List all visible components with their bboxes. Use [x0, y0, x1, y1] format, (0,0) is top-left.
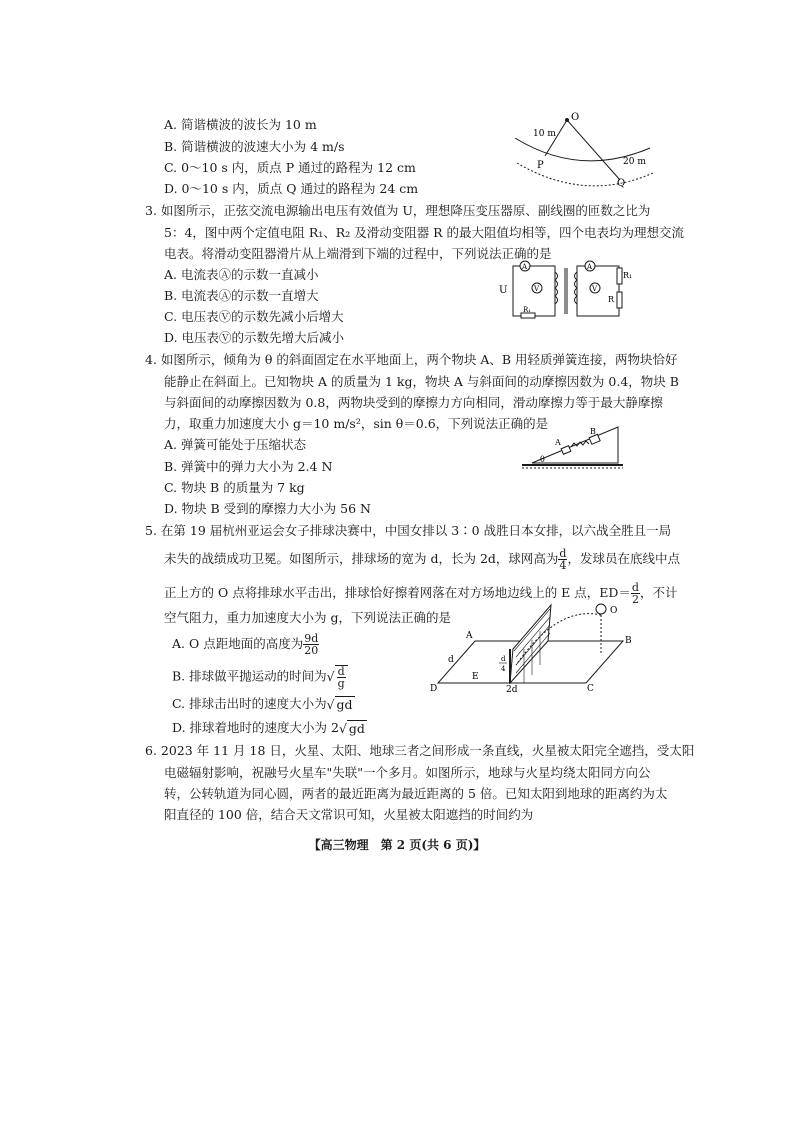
q5-option-d-text: D. 排球着地时的速度大小为 2: [172, 720, 339, 735]
q4-option-a: A. 弹簧可能处于压缩状态: [164, 437, 306, 452]
court-label-width: d: [448, 655, 454, 665]
q5-line-1: 5. 在第 19 届杭州亚运会女子排球决赛中，中国女排以 3∶0 战胜日本女排，以六战全胜且一局: [145, 523, 672, 538]
frac-den: 20: [304, 644, 319, 657]
q5-line-2: [164, 548, 680, 571]
q5-option-c-text: C. 排球击出时的速度大小为: [172, 696, 327, 711]
q4-option-b: B. 弹簧中的弹力大小为 2.4 N: [164, 459, 333, 474]
court-label-a: A: [466, 631, 473, 641]
circuit-label-r1-bottom: R₁: [523, 306, 532, 314]
frac-den: 4: [559, 559, 567, 572]
frac-den: g: [337, 677, 345, 690]
q5-option-a-text: A. O 点距地面的高度为: [172, 636, 304, 651]
q4-line-1: 4. 如图所示，倾角为 θ 的斜面固定在水平地面上，两个物块 A、B 用轻质弹簧连接，两物块恰好: [145, 352, 678, 367]
q3-option-b: B. 电流表Ⓐ的示数一直增大: [164, 288, 319, 303]
q5-option-c: [172, 696, 355, 713]
q4-option-c: C. 物块 B 的质量为 7 kg: [164, 480, 305, 495]
q6-line-3: 转，公转轨道为同心圆，两者的最近距离为最近距离的 5 倍。已知太阳到地球的距离约为太: [164, 786, 668, 801]
volleyball-court-figure: [428, 595, 643, 693]
wave-label-q: Q: [617, 178, 626, 188]
q5-line-2-text-a: 未失的战绩成功卫冕。如图所示，排球场的宽为 d，长为 2d，球网高为: [164, 551, 559, 566]
wave-label-10m: 10 m: [533, 129, 556, 139]
q3-line-3: 电表。将滑动变阻器滑片从上端滑到下端的过程中，下列说法正确的是: [164, 246, 552, 261]
frac-den: 2: [631, 593, 639, 606]
page-footer: 【高三物理 第 2 页(共 6 页)】: [308, 838, 486, 852]
q3-option-a: A. 电流表Ⓐ的示数一直减小: [164, 267, 319, 282]
wave-label-o: O: [571, 112, 580, 123]
wave-label-p: P: [537, 160, 544, 171]
q2-option-a: A. 简谐横波的波长为 10 m: [164, 117, 317, 132]
q2-option-b: B. 简谐横波的波速大小为 4 m/s: [164, 139, 345, 154]
ammeter-2-label: A: [587, 263, 593, 271]
q5-option-b-text: B. 排球做平抛运动的时间为: [172, 668, 327, 684]
q5-option-d: [172, 720, 367, 737]
sqrt-symbol: √ gd: [338, 721, 365, 736]
frac-num: d: [337, 665, 345, 678]
q3-line-1: 3. 如图所示，正弦交流电源输出电压有效值为 U，理想降压变压器原、副线圈的匝数之比为: [145, 203, 651, 218]
incline-label-a: A: [555, 438, 561, 447]
incline-figure: [520, 425, 625, 470]
court-label-o: O: [610, 606, 618, 616]
court-label-b: B: [625, 636, 632, 646]
frac-num: d: [631, 581, 639, 594]
q5-line-3-text-a: 正上方的 O 点将排球水平击出，排球恰好擦着网落在对方场地边线上的 E 点，ED＝: [164, 585, 631, 600]
q6-line-1: 6. 2023 年 11 月 18 日，火星、太阳、地球三者之间形成一条直线，火星被太阳完全遮挡，受太阳: [145, 743, 695, 758]
q3-option-d: D. 电压表Ⓥ的示数先增大后减小: [164, 330, 345, 345]
court-label-d: D: [430, 684, 438, 693]
q4-line-2: 能静止在斜面上。已知物块 A 的质量为 1 kg，物块 A 与斜面间的动摩擦因数为 0.4，物块 B: [164, 374, 679, 389]
q5-line-2-text-b: ，发球员在底线中点: [567, 551, 680, 566]
wave-label-20m: 20 m: [623, 157, 646, 167]
q4-line-3: 与斜面间的动摩擦因数为 0.8，两物块受到的摩擦力方向相同，滑动摩擦力等于最大静摩擦: [164, 395, 663, 410]
q3-option-c: C. 电压表Ⓥ的示数先减小后增大: [164, 309, 344, 324]
q5-option-b: [172, 665, 348, 689]
q6-line-4: 阳直径的 100 倍，结合天文常识可知，火星被太阳遮挡的时间约为: [164, 807, 534, 822]
q2-option-d: D. 0～10 s 内，质点 Q 通过的路程为 24 cm: [164, 181, 419, 196]
sqrt-symbol: √ $\frac{d}{g}$: [327, 665, 348, 689]
q3-line-2: 5：4，图中两个定值电阻 R₁、R₂ 及滑动变阻器 R 的最大阻值均相等，四个电表均为理想交流: [164, 225, 685, 240]
q2-option-c: C. 0～10 s 内，质点 P 通过的路程为 12 cm: [164, 160, 416, 175]
q5-line-3-text-b: ，不计: [639, 585, 678, 600]
incline-label-b: B: [590, 427, 596, 436]
net-height-num: d: [501, 655, 506, 663]
q6-line-2: 电磁辐射影响，祝融号火星车"失联"一个多月。如图所示，地球与火星均绕太阳同方向公: [164, 765, 651, 780]
incline-label-theta: θ: [540, 455, 545, 464]
court-label-c: C: [587, 684, 594, 693]
q5-option-a: [172, 633, 319, 656]
q4-option-d: D. 物块 B 受到的摩擦力大小为 56 N: [164, 501, 371, 516]
circuit-label-r1: R₁: [623, 271, 633, 280]
circuit-figure: [495, 258, 635, 328]
court-label-e: E: [472, 672, 479, 682]
q4-line-4: 力，取重力加速度大小 g＝10 m/s²，sin θ＝0.6，下列说法正确的是: [164, 416, 549, 431]
circuit-label-r: R: [608, 295, 615, 304]
q5-line-4: 空气阻力，重力加速度大小为 g，下列说法正确的是: [164, 610, 451, 625]
sqrt-radicand: gd: [336, 697, 353, 712]
wave-figure: [505, 108, 655, 188]
sqrt-symbol: √ gd: [326, 697, 353, 712]
voltmeter-1-label: V: [534, 285, 540, 293]
q5-option-a-fraction: [303, 633, 319, 656]
frac-num: 9d: [304, 632, 319, 645]
sqrt-radicand: gd: [348, 721, 365, 736]
circuit-label-u: U: [499, 285, 508, 296]
net-height-den: 4: [501, 665, 506, 673]
frac-num: d: [559, 547, 567, 560]
court-label-length: 2d: [506, 685, 518, 693]
voltmeter-2-label: V: [592, 285, 598, 293]
ammeter-1-label: A: [522, 263, 528, 271]
